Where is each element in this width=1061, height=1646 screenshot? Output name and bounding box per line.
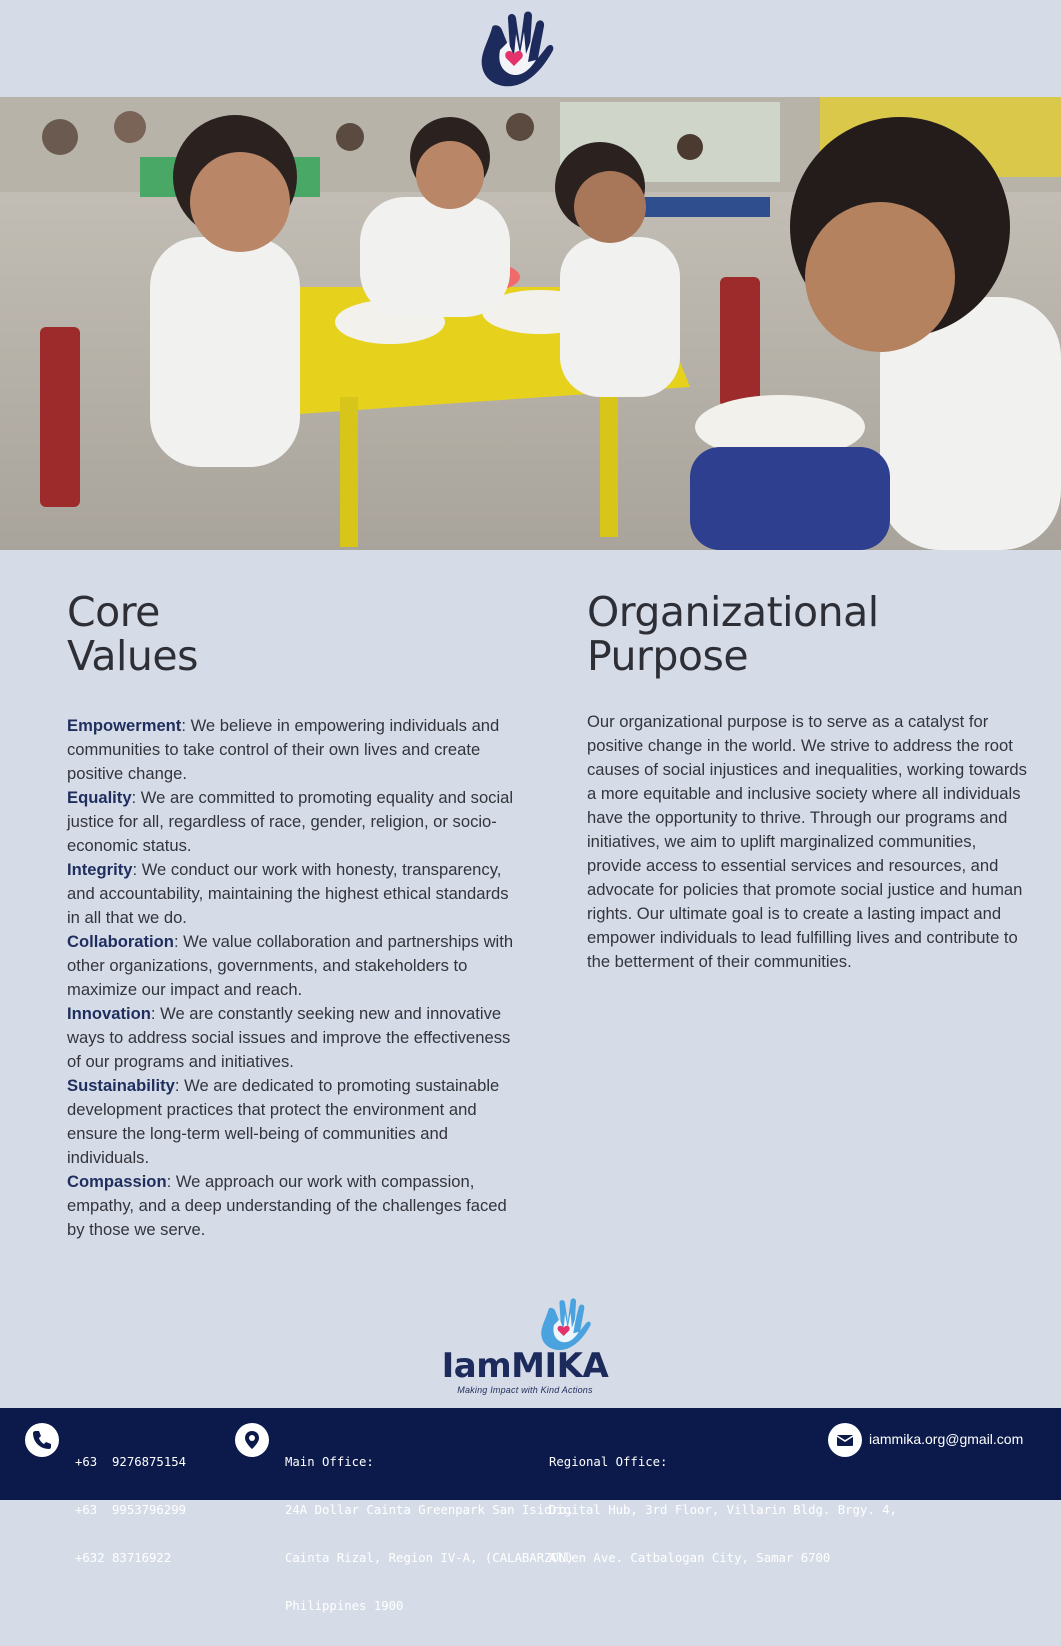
- value-item: Empowerment: We believe in empowering individuals and communities to take control of their own lives and create positive change.: [67, 716, 500, 783]
- phone-number-1[interactable]: +63 9276875154: [75, 1455, 187, 1469]
- phone-number-2[interactable]: +63 9953796299: [75, 1503, 187, 1517]
- core-values-section: [67, 590, 522, 1242]
- value-item: Sustainability: We are dedicated to promoting sustainable development practices that protect the environment and ensure the long-term well-being of communities and individuals.: [67, 1076, 500, 1167]
- phone-numbers: [75, 1422, 186, 1598]
- purpose-body: Our organizational purpose is to serve as a catalyst for positive change in the world. We strive to address the root causes of social injustices and inequalities, working towards a more equitable and inclusive society where all individuals have the opportunity to thrive. Through our programs and initiatives, we aim to uplift marginalized communities, provide access to essential services and resources, and advocate for policies that promote social justice and human rights. Our ultimate goal is to create a lasting impact and empower individuals to lead fulfilling lives and contribute to the betterment of their communities.: [587, 712, 1027, 971]
- core-values-list: [67, 714, 522, 1242]
- value-item: Compassion: We approach our work with compassion, empathy, and a deep understanding of the challenges faced by those we serve.: [67, 1172, 507, 1239]
- top-logo-hand-icon: [470, 8, 562, 92]
- phone-icon: [25, 1423, 59, 1457]
- core-values-heading: Core Values: [67, 588, 198, 680]
- purpose-section: [587, 590, 1027, 991]
- value-item: Equality: We are committed to promoting equality and social justice for all, regardless of race, gender, religion, or socio-economic status.: [67, 788, 514, 855]
- phone-number-3[interactable]: +632 83716922: [75, 1551, 172, 1565]
- brand-tagline: Making Impact with Kind Actions: [457, 1385, 593, 1395]
- brand-name: IamMIKA: [441, 1346, 609, 1386]
- purpose-heading: Organizational Purpose: [587, 588, 879, 680]
- regional-office-address: Regional Office: Digital Hub, 3rd Floor, Villarin Bldg. Brgy. 4, Allen Ave. Catbalogan City, Samar 6700: [549, 1455, 897, 1565]
- brand-logo: [415, 1296, 635, 1400]
- location-pin-icon: [235, 1423, 269, 1457]
- value-item: Innovation: We are constantly seeking new and innovative ways to address social issues and improve the effectiveness of our programs and initiatives.: [67, 1004, 511, 1071]
- envelope-icon: [828, 1423, 862, 1457]
- email-link[interactable]: iammika.org@gmail.com: [869, 1431, 1024, 1447]
- main-office-address: Main Office: 24A Dollar Cainta Greenpark San Isidro, Cainta Rizal, Region IV-A, (CALABARZON) Philippines 1900: [285, 1455, 574, 1613]
- value-item: Collaboration: We value collaboration and partnerships with other organizations, governments, and stakeholders to maximize our impact and reach.: [67, 932, 514, 999]
- value-item: Integrity: We conduct our work with honesty, transparency, and accountability, maintaining the highest ethical standards in all that we do.: [67, 860, 509, 927]
- contact-footer: [0, 1408, 1061, 1613]
- hero-photo: [0, 97, 1061, 550]
- photo-children-eating-icon: [0, 97, 1061, 550]
